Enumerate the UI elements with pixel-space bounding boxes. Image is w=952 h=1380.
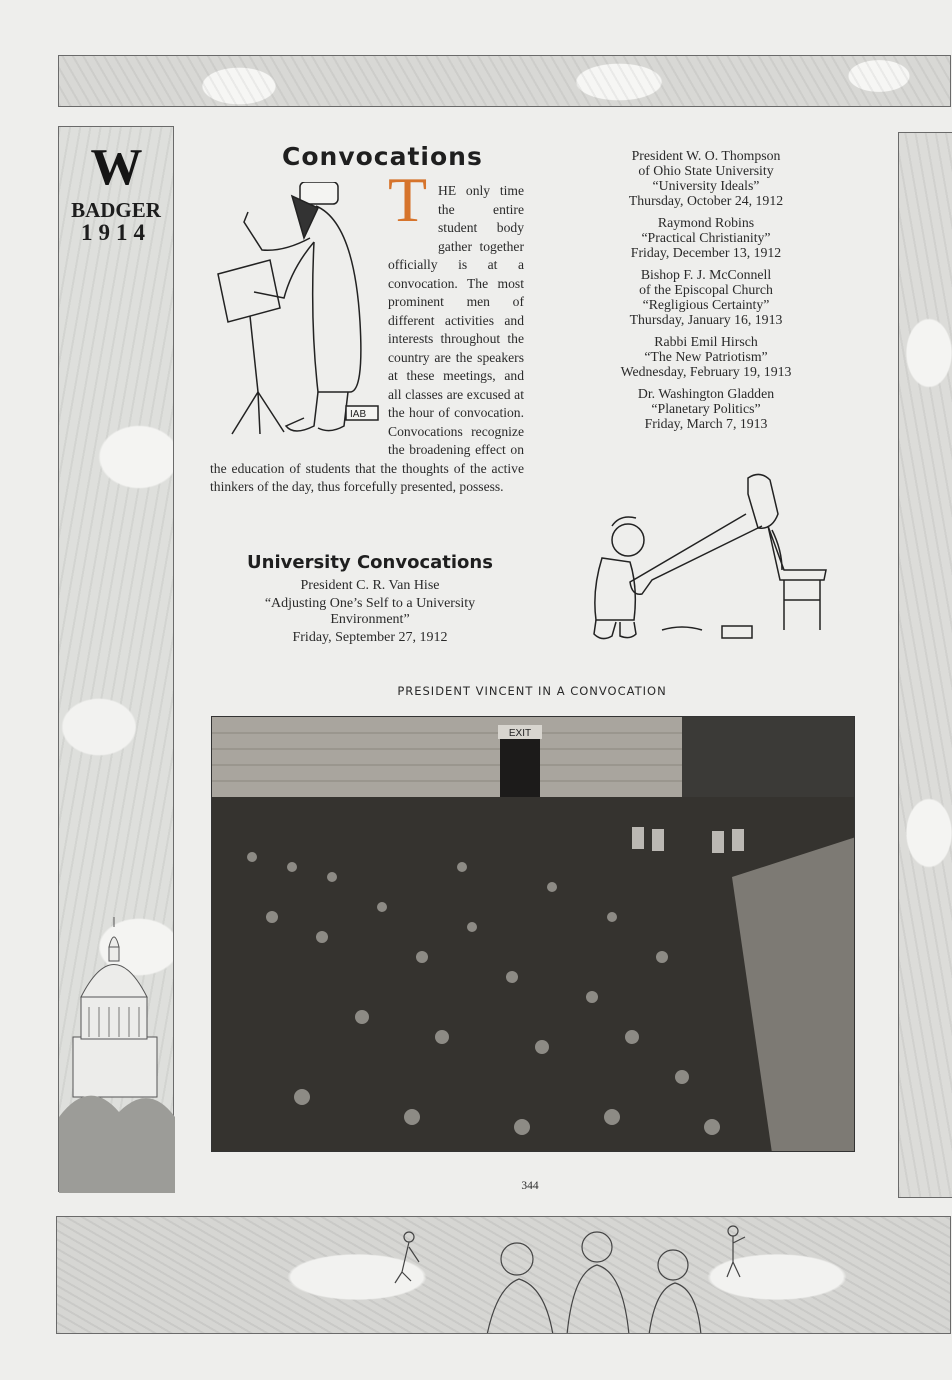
exit-sign: EXIT [508, 728, 532, 739]
university-convocations-details [210, 578, 530, 648]
figures-sketch-icon [57, 1217, 951, 1334]
intro-paragraph [210, 182, 524, 497]
event-item [590, 334, 822, 379]
event-line: of the Episcopal Church [639, 282, 773, 297]
uc-speaker: President C. R. Van Hise [300, 578, 440, 593]
event-line: Dr. Washington Gladden [637, 386, 775, 401]
event-line: Rabbi Emil Hirsch [654, 334, 758, 349]
right-decorative-panel [898, 132, 952, 1198]
badger-label: BADGER [71, 198, 161, 222]
event-item [590, 267, 822, 327]
page-title: Convocations [282, 142, 483, 171]
event-line: “University Ideals” [652, 178, 760, 193]
illustration-signature: IAB [350, 409, 367, 420]
capitol-dome-icon [59, 127, 175, 1193]
event-line: Thursday, October 24, 1912 [628, 193, 784, 208]
event-line: President W. O. Thompson [631, 148, 781, 163]
event-item [590, 386, 822, 431]
top-decorative-banner [58, 55, 951, 107]
event-item [590, 148, 822, 208]
convocation-events-list [590, 148, 822, 438]
event-item [590, 215, 822, 260]
event-line: “The New Patriotism” [644, 349, 768, 364]
event-line: Friday, December 13, 1912 [630, 245, 782, 260]
bottom-decorative-banner [56, 1216, 951, 1334]
event-line: of Ohio State University [638, 163, 774, 178]
w-logo: W [90, 139, 142, 196]
event-line: “Regligious Certainty” [642, 297, 770, 312]
event-line: Bishop F. J. McConnell [640, 267, 772, 282]
event-line: Raymond Robins [657, 215, 755, 230]
convocation-photo [211, 716, 855, 1152]
uc-topic: “Adjusting One’s Self to a University Environment” [264, 596, 476, 627]
page-number: 344 [521, 1180, 539, 1192]
event-line: Friday, March 7, 1913 [644, 416, 768, 431]
university-convocations-heading: University Convocations [247, 552, 493, 573]
crowd-photo-image [212, 717, 855, 1152]
photo-caption: PRESIDENT VINCENT IN A CONVOCATION [397, 684, 667, 698]
event-line: “Planetary Politics” [651, 401, 761, 416]
year-label: 1914 [81, 220, 151, 245]
sleeping-student-cartoon [572, 470, 834, 650]
left-decorative-panel [58, 126, 174, 1192]
event-line: “Practical Christianity” [641, 230, 771, 245]
uc-date: Friday, September 27, 1912 [292, 630, 448, 645]
intro-text: HE only time the entire student body gather together officially is at a convocation. The most prominent men of different activities and interests throughout the country are the speakers at these meetings, and all classes are excused at the hour of convocation. Convocations recognize the broadening effect on the education of students that the thoughts of the active thinkers of the day, thus forcefully presented, possess. [210, 183, 524, 494]
event-line: Wednesday, February 19, 1913 [620, 364, 792, 379]
event-line: Thursday, January 16, 1913 [629, 312, 783, 327]
drop-cap: T [388, 164, 428, 235]
